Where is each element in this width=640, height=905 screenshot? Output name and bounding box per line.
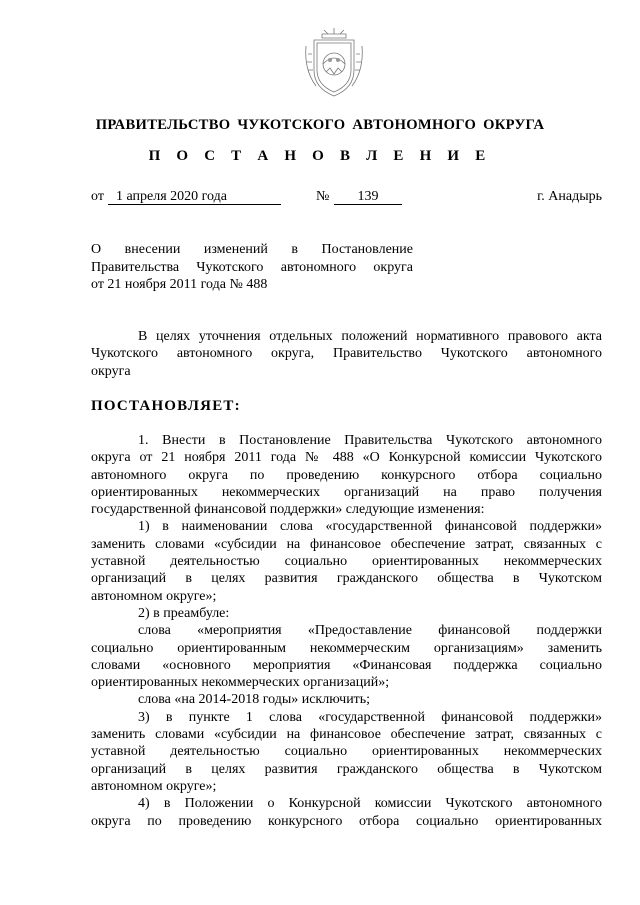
body-line: уставной деятельностью социально ориентированных некоммерческих (91, 554, 602, 570)
subject-line: Правительства Чукотского автономного округа (91, 259, 413, 275)
body-line: автономного округа по проведению конкурсного отбора социально (91, 467, 602, 483)
resolve-heading: ПОСТАНОВЛЯЕТ: (91, 398, 241, 414)
body-line: словами «основного мероприятия «Финансовая поддержка социально (91, 657, 602, 673)
body-line: автономном округе»; (91, 588, 217, 604)
body-line: автономном округе»; (91, 778, 217, 794)
body-line: уставной деятельностью социально ориентированных некоммерческих (91, 744, 602, 760)
decree-body (91, 432, 602, 830)
intro-paragraph (91, 328, 602, 380)
body-line: заменить словами «субсидии на финансовое обеспечение затрат, связанных с (91, 536, 602, 552)
body-line: 1) в наименовании слова «государственной финансовой поддержки» (138, 519, 602, 535)
decree-date: 1 апреля 2020 года (108, 190, 281, 205)
number-label: № (316, 189, 330, 204)
place-name: г. Анадырь (537, 189, 602, 204)
from-label: от (91, 189, 104, 204)
body-line: округа по проведению конкурсного отбора социально ориентированных (91, 813, 602, 829)
intro-line: Чукотского автономного округа, Правительство Чукотского автономного (91, 346, 602, 362)
decree-number: 139 (334, 190, 402, 205)
body-line: слова «мероприятия «Предоставление финансовой поддержки (138, 623, 602, 639)
body-line: 2) в преамбуле: (138, 605, 230, 621)
body-line: организаций в целях развития гражданского общества в Чукотском (91, 571, 602, 587)
coat-of-arms-emblem (302, 24, 366, 100)
body-line: 1. Внести в Постановление Правительства Чукотского автономного (138, 433, 602, 448)
body-line: организаций в целях развития гражданского общества в Чукотском (91, 761, 602, 777)
body-line: 3) в пункте 1 слова «государственной финансовой поддержки» (138, 709, 602, 725)
body-line: государственной финансовой поддержки» следующие изменения: (91, 502, 485, 518)
subject-block (91, 241, 413, 294)
body-line: социально ориентированным некоммерческим организациям» заменить (91, 640, 602, 656)
body-line: заменить словами «субсидии на финансовое обеспечение затрат, связанных с (91, 727, 602, 743)
government-title: ПРАВИТЕЛЬСТВО ЧУКОТСКОГО АВТОНОМНОГО ОКРУГА (95, 117, 545, 133)
intro-line: округа (91, 363, 131, 379)
body-line: ориентированных некоммерческих организаций»; (91, 675, 390, 691)
body-line: слова «на 2014-2018 годы» исключить; (138, 692, 371, 708)
intro-line: В целях уточнения отдельных положений нормативного правового акта (138, 329, 602, 344)
body-line: 4) в Положении о Конкурсной комиссии Чукотского автономного (138, 796, 602, 812)
subject-line: от 21 ноября 2011 года № 488 (91, 277, 268, 292)
decree-title: П О С Т А Н О В Л Е Н И Е (148, 148, 492, 164)
subject-line: О внесении изменений в Постановление (91, 242, 413, 257)
body-line: ориентированных некоммерческих организаций на право получения (91, 484, 602, 500)
body-line: округа от 21 ноября 2011 года № 488 «О Конкурсной комиссии Чукотского (91, 450, 602, 466)
